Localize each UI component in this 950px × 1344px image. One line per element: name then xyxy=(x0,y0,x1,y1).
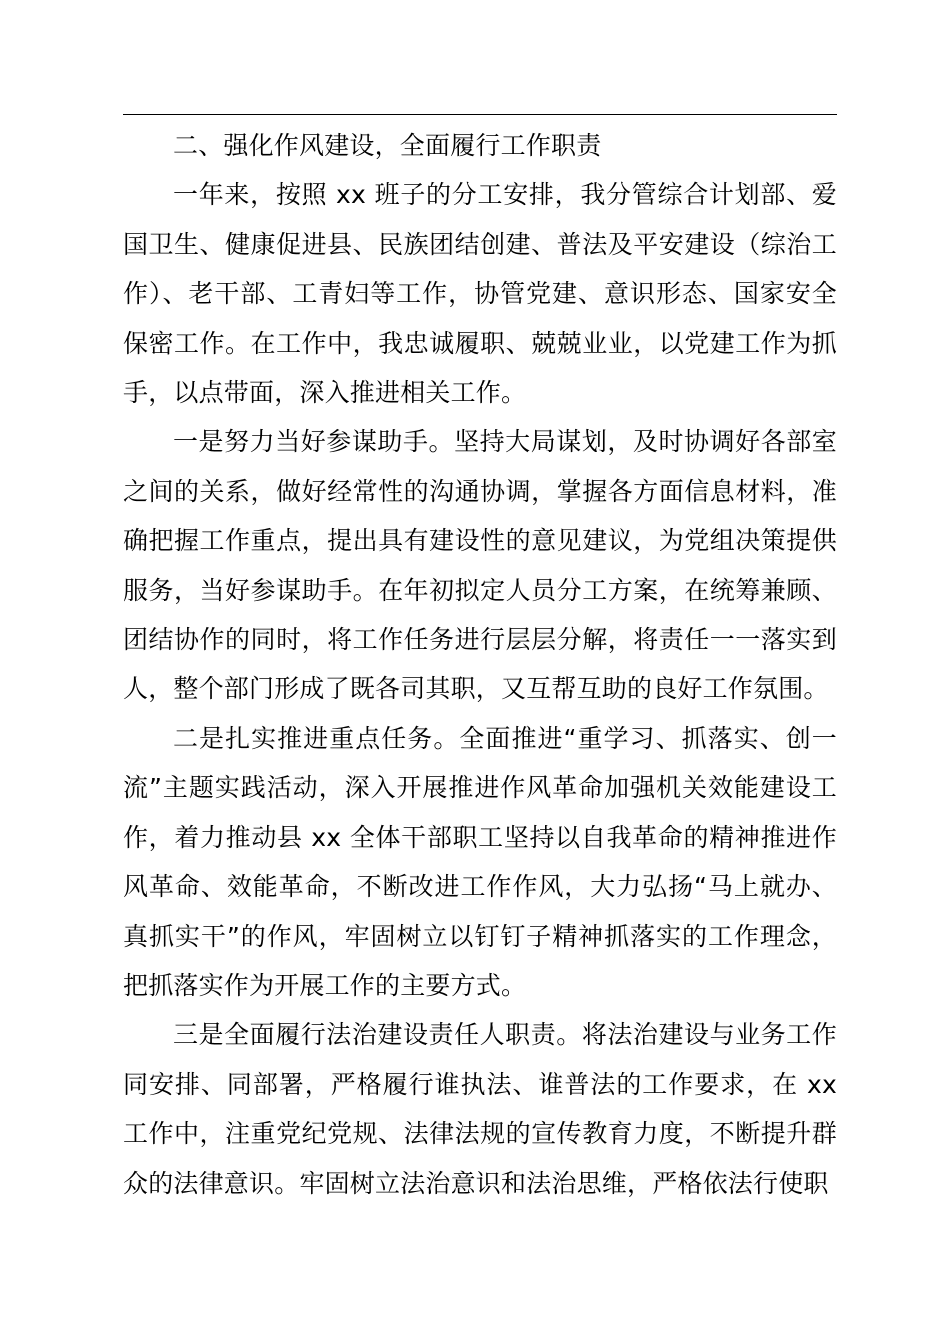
paragraph-key-tasks: 二是扎实推进重点任务。全面推进“重学习、抓落实、创一流”主题实践活动，深入开展推进作风革命加强机关效能建设工作，着力推动县 xx 全体干部职工坚持以自我革命的精神推进作风革命、效能革命，不断改进工作作风，大力弘扬“马上就办、真抓实干”的作风，牢固树立以钉钉子精神抓落实的工作理念，把抓落实作为开展工作的主要方式。 xyxy=(123,723,837,1000)
paragraph-advisor: 一是努力当好参谋助手。坚持大局谋划，及时协调好各部室之间的关系，做好经常性的沟通协调，掌握各方面信息材料，准确把握工作重点，提出具有建设性的意见建议，为党组决策提供服务，当好参谋助手。在年初拟定人员分工方案，在统筹兼顾、团结协作的同时，将工作任务进行层层分解，将责任一一落实到人，整个部门形成了既各司其职，又互帮互助的良好工作氛围。 xyxy=(123,427,837,704)
paragraph-overview: 一年来，按照 xx 班子的分工安排，我分管综合计划部、爱国卫生、健康促进县、民族团结创建、普法及平安建设（综治工作）、老干部、工青妇等工作，协管党建、意识形态、国家安全保密工作。在工作中，我忠诚履职、兢兢业业，以党建工作为抓手，以点带面，深入推进相关工作。 xyxy=(123,180,837,408)
section-heading: 二、强化作风建设，全面履行工作职责 xyxy=(173,131,602,160)
document-body xyxy=(123,121,837,1208)
paragraph-rule-of-law: 三是全面履行法治建设责任人职责。将法治建设与业务工作同安排、同部署，严格履行谁执法、谁普法的工作要求，在 xx 工作中，注重党纪党规、法律法规的宣传教育力度，不断提升群众的法律意识。牢固树立法治意识和法治思维，严格依法行使职 xyxy=(123,1020,837,1198)
header-rule xyxy=(123,114,837,115)
